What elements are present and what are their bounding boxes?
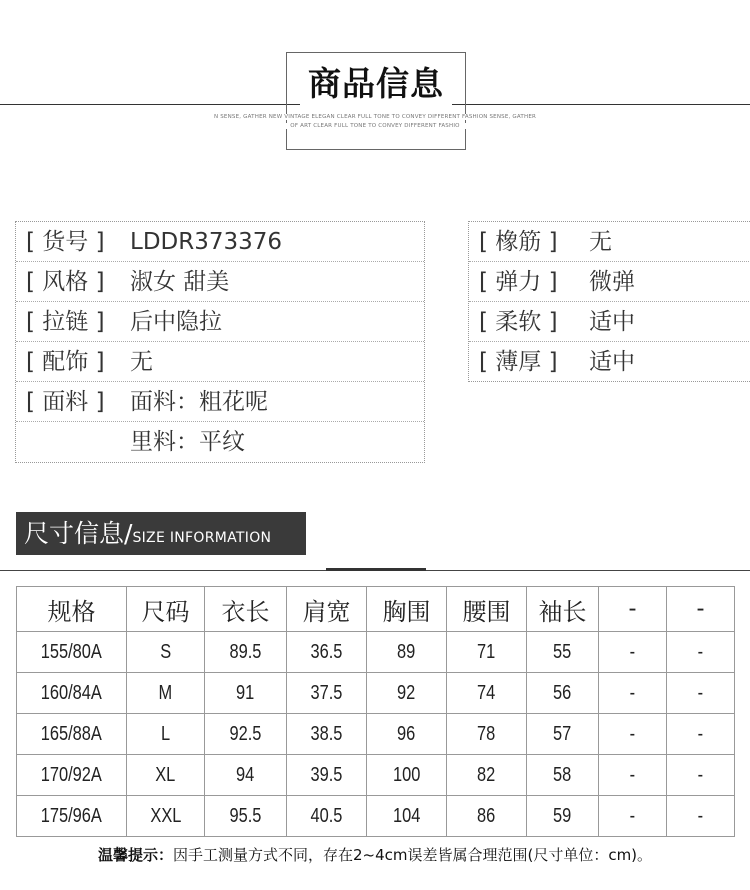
table-cell [667, 714, 735, 755]
cell-text: 91 [236, 681, 255, 704]
attribute-key: [ 薄厚 ] [479, 349, 558, 375]
cell-text: 37.5 [310, 681, 343, 704]
attribute-value: 里料：平纹 [130, 429, 245, 455]
cell-text: 86 [477, 804, 496, 827]
size-section-banner [16, 512, 306, 555]
table-cell [599, 755, 667, 796]
cell-text: 170/92A [40, 763, 103, 786]
table-cell [127, 755, 205, 796]
table-cell [17, 796, 127, 837]
table-cell [367, 714, 447, 755]
table-cell [205, 632, 287, 673]
cell-text: 36.5 [310, 640, 343, 663]
attributes-left-table [15, 221, 425, 463]
table-cell [17, 714, 127, 755]
header-cell: 肩宽 [287, 587, 367, 632]
attribute-value: 面料：粗花呢 [130, 389, 268, 415]
table-cell [527, 796, 599, 837]
attribute-row [16, 222, 424, 262]
cell-text: 89.5 [229, 640, 262, 663]
table-cell [127, 714, 205, 755]
header-cell: 袖长 [527, 587, 599, 632]
attribute-key: [ 橡筋 ] [479, 229, 558, 255]
cell-text: 160/84A [40, 681, 103, 704]
cell-text: XXL [149, 804, 182, 827]
table-cell [527, 632, 599, 673]
cell-text: 39.5 [310, 763, 343, 786]
cell-text: 155/80A [40, 640, 103, 663]
table-cell [447, 714, 527, 755]
table-row [17, 673, 735, 714]
table-cell [527, 673, 599, 714]
attribute-row [16, 422, 424, 462]
header-subtitle-line2: OF ART CLEAR FULL TONE TO CONVEY DIFFERENT FASHIO [200, 123, 550, 129]
cell-text: S [160, 640, 171, 663]
size-table [16, 586, 735, 837]
table-cell [667, 673, 735, 714]
table-cell [205, 714, 287, 755]
header-cell: 胸围 [367, 587, 447, 632]
table-cell [287, 755, 367, 796]
size-table-header [17, 587, 735, 632]
attribute-row [16, 382, 424, 422]
cell-text: - [697, 763, 704, 786]
cell-text: 100 [392, 763, 421, 786]
table-cell [599, 673, 667, 714]
size-section-divider-accent [326, 568, 426, 571]
table-cell [287, 673, 367, 714]
cell-text: 94 [236, 763, 255, 786]
cell-text: 56 [553, 681, 572, 704]
cell-text: M [158, 681, 173, 704]
table-cell [287, 632, 367, 673]
cell-text: 78 [477, 722, 496, 745]
attribute-row [16, 342, 424, 382]
cell-text: 165/88A [40, 722, 103, 745]
table-cell [447, 632, 527, 673]
table-cell [367, 632, 447, 673]
cell-text: 58 [553, 763, 572, 786]
cell-text: 104 [392, 804, 421, 827]
table-cell [447, 755, 527, 796]
attribute-value: 适中 [589, 309, 635, 335]
attribute-key: [ 拉链 ] [26, 309, 105, 335]
table-cell [205, 796, 287, 837]
header-cell: 腰围 [447, 587, 527, 632]
attribute-row [469, 262, 750, 302]
table-cell [205, 673, 287, 714]
attribute-value: LDDR373376 [130, 229, 283, 255]
table-cell [599, 796, 667, 837]
cell-text: 59 [553, 804, 572, 827]
cell-text: 96 [397, 722, 416, 745]
cell-text: 57 [553, 722, 572, 745]
table-cell [667, 796, 735, 837]
table-cell [447, 673, 527, 714]
note-text: 因手工测量方式不同，存在2~4cm误差皆属合理范围(尺寸单位：cm)。 [172, 846, 653, 864]
cell-text: 71 [477, 640, 496, 663]
attribute-key: [ 弹力 ] [479, 269, 558, 295]
table-cell [287, 714, 367, 755]
cell-text: 175/96A [40, 804, 103, 827]
attribute-value: 微弹 [589, 269, 635, 295]
page-title: 商品信息 [308, 64, 444, 103]
attribute-row [469, 302, 750, 342]
attribute-value: 无 [589, 229, 612, 255]
attribute-row [469, 342, 750, 382]
measurement-note [0, 844, 750, 865]
attribute-value: 后中隐拉 [130, 309, 222, 335]
table-cell [17, 673, 127, 714]
cell-text: - [697, 722, 704, 745]
size-section-title-cn: 尺寸信息/ [24, 519, 133, 548]
table-cell [447, 796, 527, 837]
cell-text: 89 [397, 640, 416, 663]
size-section-title-en: SIZE INFORMATION [132, 530, 272, 546]
table-cell [527, 755, 599, 796]
cell-text: 95.5 [229, 804, 262, 827]
table-cell [599, 632, 667, 673]
cell-text: - [697, 681, 704, 704]
cell-text: 55 [553, 640, 572, 663]
table-cell [17, 632, 127, 673]
table-cell [527, 714, 599, 755]
table-cell [667, 632, 735, 673]
attribute-value: 淑女 甜美 [130, 269, 230, 295]
note-label: 温馨提示： [97, 846, 173, 864]
attribute-row [16, 262, 424, 302]
cell-text: L [160, 722, 171, 745]
cell-text: - [629, 804, 636, 827]
table-row [17, 796, 735, 837]
attribute-value: 无 [130, 349, 153, 375]
cell-text: - [629, 722, 636, 745]
cell-text: 74 [477, 681, 496, 704]
table-cell [599, 714, 667, 755]
table-cell [127, 796, 205, 837]
cell-text: - [629, 681, 636, 704]
attributes-right-table [468, 221, 750, 382]
cell-text: 40.5 [310, 804, 343, 827]
attribute-row [16, 302, 424, 342]
attribute-row [469, 222, 750, 262]
cell-text: XL [155, 763, 176, 786]
attribute-value: 适中 [589, 349, 635, 375]
table-cell [205, 755, 287, 796]
cell-text: 38.5 [310, 722, 343, 745]
table-cell [17, 755, 127, 796]
cell-text: 92 [397, 681, 416, 704]
cell-text: - [629, 763, 636, 786]
header-cell: - [599, 587, 667, 632]
table-cell [667, 755, 735, 796]
header-cell: - [667, 587, 735, 632]
cell-text: - [629, 640, 636, 663]
header-subtitle-line1: N SENSE, GATHER NEW VINTAGE ELEGAN CLEAR FULL TONE TO CONVEY DIFFERENT FASHION SENSE, GATHER [200, 114, 550, 120]
cell-text: 92.5 [229, 722, 262, 745]
table-cell [367, 755, 447, 796]
table-cell [127, 632, 205, 673]
table-cell [367, 796, 447, 837]
cell-text: 82 [477, 763, 496, 786]
attribute-key: [ 风格 ] [26, 269, 105, 295]
table-row [17, 632, 735, 673]
cell-text: - [697, 804, 704, 827]
table-cell [287, 796, 367, 837]
header-cell: 尺码 [127, 587, 205, 632]
attribute-key: [ 配饰 ] [26, 349, 105, 375]
attribute-key: [ 柔软 ] [479, 309, 558, 335]
attribute-key: [ 货号 ] [26, 229, 105, 255]
table-cell [367, 673, 447, 714]
header-cell: 规格 [17, 587, 127, 632]
table-row [17, 714, 735, 755]
table-row [17, 755, 735, 796]
cell-text: - [697, 640, 704, 663]
table-cell [127, 673, 205, 714]
header-cell: 衣长 [205, 587, 287, 632]
attribute-key: [ 面料 ] [26, 389, 105, 415]
